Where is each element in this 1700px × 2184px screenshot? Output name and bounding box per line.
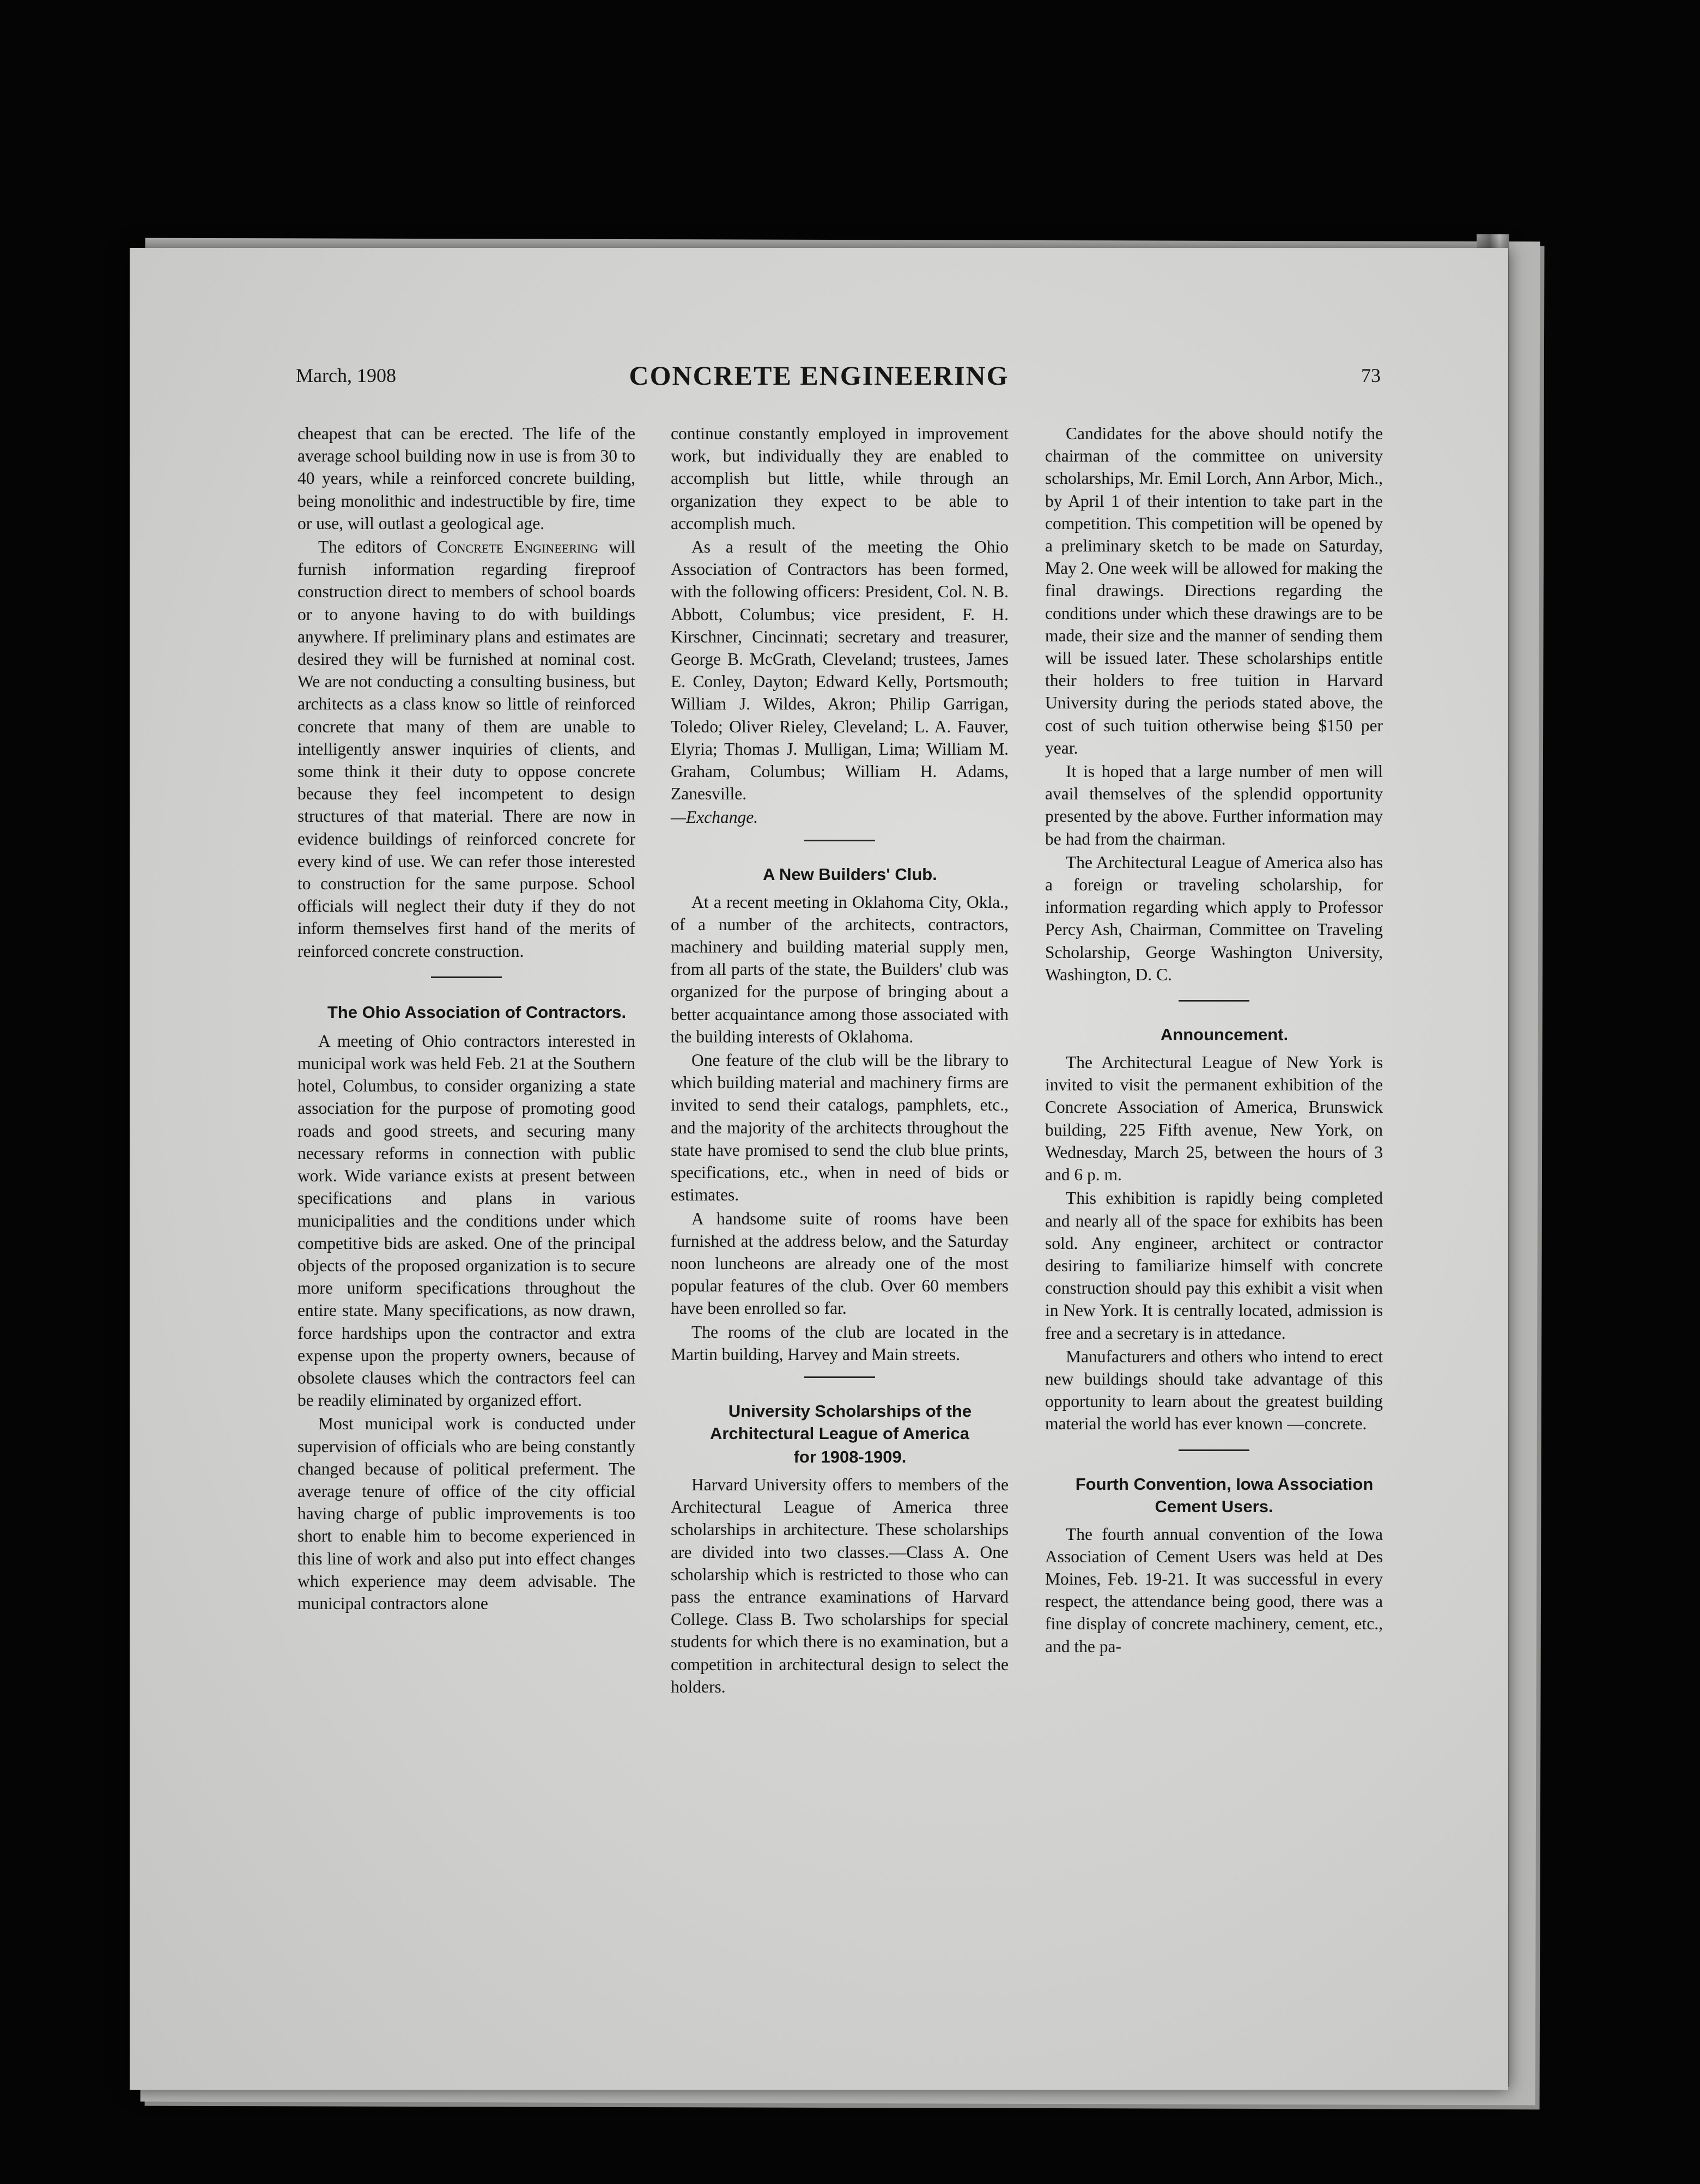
paragraph: A handsome suite of rooms have been furnished at the address below, and the Saturday noon luncheons are already one of the most popular features of the club. Over 60 members have been enrolled so far. [671,1209,1009,1318]
paragraph: continue constantly employed in improvement work, but individually they are enabled to accomplish but little, while through an organization they expect to be able to accomplish much. [671,424,1009,533]
article-heading: Announcement. [1160,1025,1289,1045]
text-span: will furnish information regarding fireproof construction direct to members of school boards or to anyone having to do with buildings anywhere. If preliminary plans and estimates are desired they will be furnished at nominal cost. We are not conducting a consulting business, but architects as a class know so little of reinforced concrete that many of them are unable to intelligently answer inquiries of clients, and some think it their duty to oppose concrete because they feel incompetent to design structures of that material. There are now in evidence buildings of reinforced concrete for every kind of use. We can refer those interested to construction for the same purpose. School officials will neglect their duty if they do not inform themselves first hand of the merits of reinforced concrete construction. [298,537,635,961]
magazine-page [130,248,1508,2090]
paragraph: The rooms of the club are located in the Martin building, Harvey and Main streets. [671,1322,1009,1364]
paragraph: It is hoped that a large number of men will avail themselves of the splendid opportunity presented by the above. Further information may be had from the chairman. [1045,762,1383,848]
article-heading: A New Builders' Club. [763,864,937,884]
issue-date: March, 1908 [296,365,396,386]
paragraph: The Architectural League of America also has a foreign or traveling scholarship, for information regarding which apply to Professor Percy Ash, Chairman, Committee on Traveling Scholarship, George Washington University, Washington, D. C. [1045,852,1383,984]
paragraph: A meeting of Ohio contractors interested in municipal work was held Feb. 21 at the Southern hotel, Columbus, to consider organizing a state association for the purpose of promoting good roads and good streets, and securing many necessary reforms in connection with public work. Wide variance exists at present between specifications and plans in various municipalities and the conditions under which competitive bids are asked. One of the principal objects of the proposed organization is to secure more uniform specifications throughout the entire state. Many specifications, as now drawn, force hardships upon the contractor and extra expense upon the property owners, because of obsolete clauses which the contractors feel can be readily eliminated by organized effort. [298,1031,635,1410]
paragraph: This exhibition is rapidly being completed and nearly all of the space for exhibits has been sold. Any engineer, architect or contractor desiring to familiarize himself with concrete construction should pay this exhibit a visit when in New York. It is centrally located, admission is free and a secretary is in attedance. [1045,1188,1383,1343]
column-middle [671,422,1009,1698]
text-span: The editors of [318,537,437,557]
paragraph: cheapest that can be erected. The life of the average school building now in use is from 30 to 40 years, while a reinforced concrete building, being monolithic and indestructible by fire, time or use, will outlast a geological age. [298,424,635,533]
journal-name: Concrete Engineering [436,537,599,557]
paragraph: As a result of the meeting the Ohio Association of Contractors has been formed, with the following officers: President, Col. N. B. Abbott, Columbus; vice president, F. H. Kirschner, Cincinnati; secretary and treasurer, George B. McGrath, Cleveland; trustees, James E. Conley, Dayton; Edward Kelly, Portsmouth; William J. Wildes, Akron; Philip Garrigan, Toledo; Oliver Rieley, Cleveland; L. A. Fauver, Elyria; Thomas J. Mulligan, Lima; William M. Graham, Columbus; William H. Adams, Zanesville. [671,537,1009,804]
article-heading: Fourth Convention, Iowa Association Cement Users. [1075,1474,1374,1516]
paragraph: At a recent meeting in Oklahoma City, Okla., of a number of the architects, contractors, machinery and building material supply men, from all parts of the state, the Builders' club was organized for the purpose of bringing about a better acquaintance among those associated with the building interests of Oklahoma. [671,892,1009,1046]
source-credit: —Exchange. [671,808,758,827]
page-number: 73 [1361,365,1381,386]
paragraph: The fourth annual convention of the Iowa Association of Cement Users was held at Des Moines, Feb. 19-21. It was successful in every respect, the attendance being good, there was a fine display of concrete machinery, cement, etc., and the pa- [1045,1524,1383,1656]
column-left [298,422,635,1615]
journal-title: CONCRETE ENGINEERING [629,360,1009,391]
column-right [1045,422,1383,1658]
paragraph [298,536,635,962]
article-heading: The Ohio Association of Contractors. [327,1002,627,1022]
paragraph: Candidates for the above should notify the chairman of the committee on university scholarships, Mr. Emil Lorch, Ann Arbor, Mich., by April 1 of their intention to take part in the competition. This competition will be opened by a preliminary sketch to be made on Saturday, May 2. One week will be allowed for making the final drawings. Directions regarding the conditions under which these drawings are to be made, their size and the manner of sending them will be issued later. These scholarships entitle their holders to free tuition in Harvard University during the periods stated above, the cost of such tuition otherwise being $150 per year. [1045,424,1383,757]
paragraph: Manufacturers and others who intend to erect new buildings should take advantage of this opportunity to learn about the greatest building material the world has ever known —concrete. [1045,1346,1383,1434]
article-heading: University Scholarships of the Architectural League of America [709,1401,972,1443]
paragraph: One feature of the club will be the library to which building material and machinery firms are invited to send their catalogs, pamphlets, etc., and the majority of the architects throughout the state have promised to send the club blue prints, specifications, etc., when in need of bids or estimates. [671,1051,1009,1205]
paragraph: Most municipal work is conducted under supervision of officials who are being constantly changed because of political preferment. The average tenure of office of the city official having charge of public improvements is too short to enable him to become experienced in this line of work and also put into effect changes which experience may deem advisable. The municipal contractors alone [298,1414,635,1613]
article-heading-date: for 1908-1909. [793,1447,907,1466]
paragraph: The Architectural League of New York is invited to visit the permanent exhibition of the Concrete Association of America, Brunswick building, 225 Fifth avenue, New York, on Wednesday, March 25, between the hours of 3 and 6 p. m. [1045,1053,1383,1185]
paragraph: Harvard University offers to members of the Architectural League of America three scholarships in architecture. These scholarships are divided into two classes.—Class A. One scholarship which is restricted to those who can pass the entrance examinations of Harvard College. Class B. Two scholarships for special students for which there is no examination, but a competition in architectural design to select the holders. [671,1475,1009,1696]
running-head [130,360,1508,398]
